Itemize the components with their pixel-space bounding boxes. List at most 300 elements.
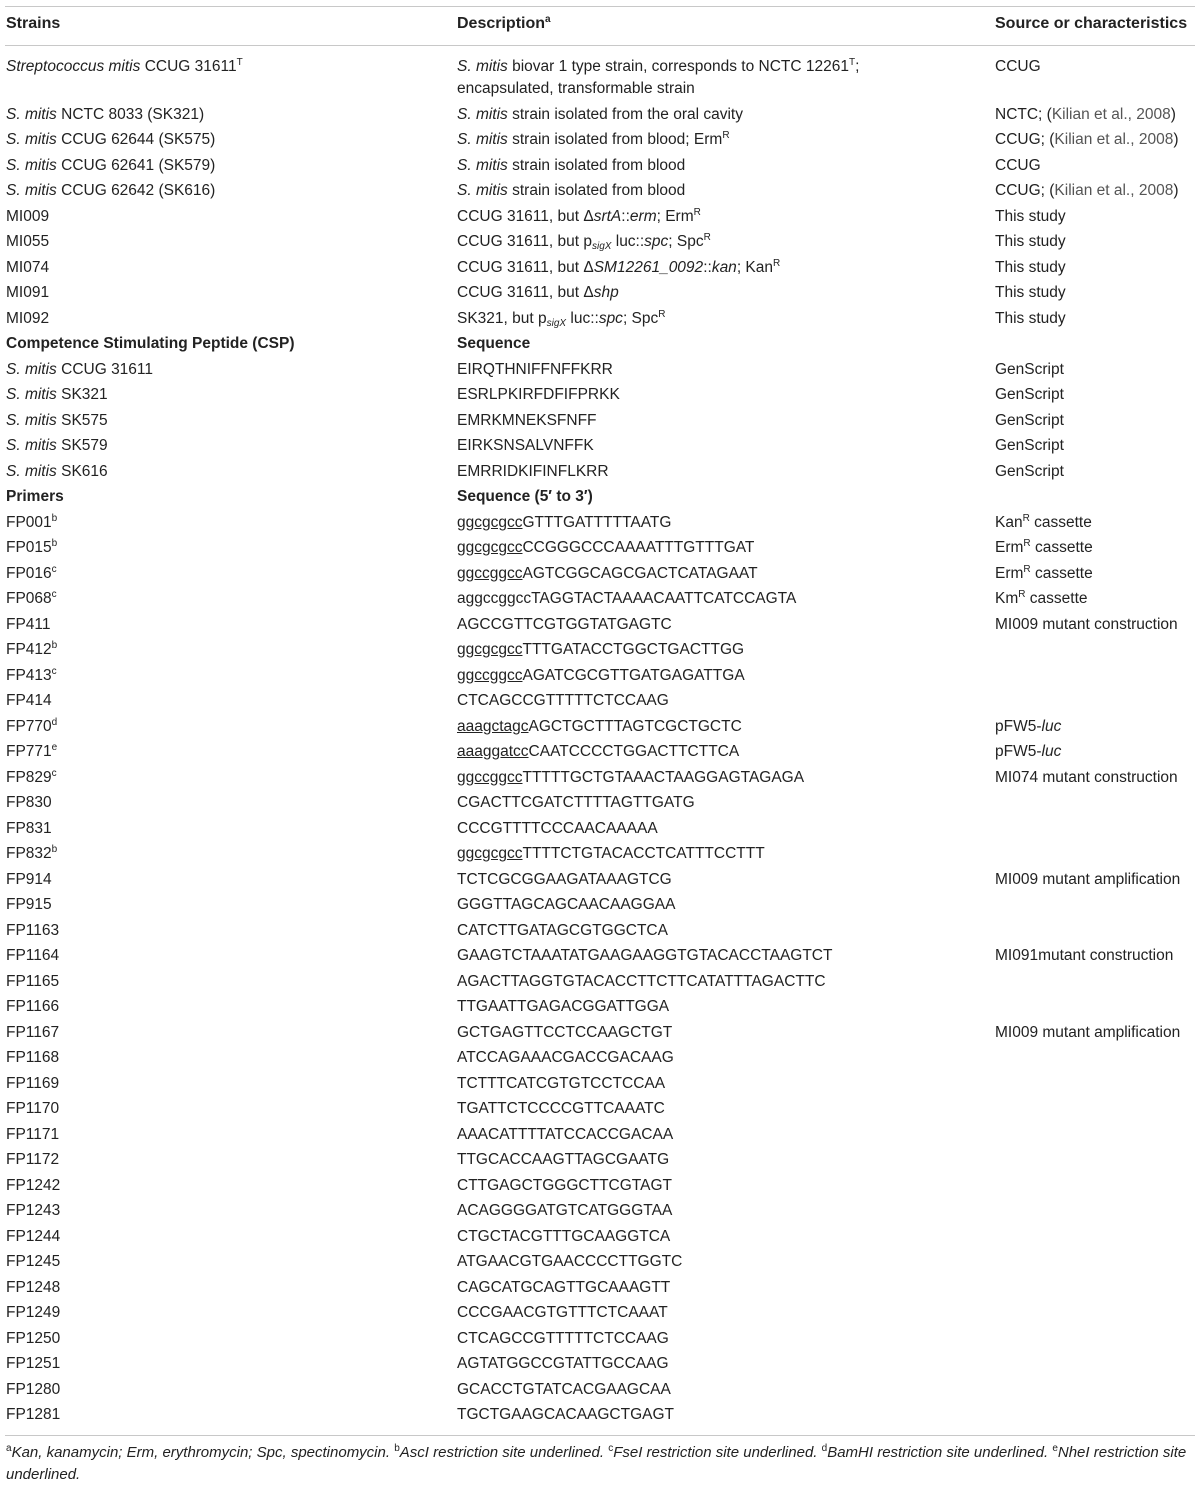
cell-description bbox=[457, 971, 826, 993]
cell-text-segment: Primers bbox=[6, 488, 64, 505]
citation-link[interactable]: Kilian et al., 2008 bbox=[1051, 105, 1171, 123]
cell-name bbox=[6, 869, 52, 891]
cell-text-segment: e bbox=[51, 742, 58, 753]
cell-source bbox=[995, 104, 1176, 126]
cell-text-segment: Erm bbox=[995, 564, 1024, 582]
cell-text-segment: FP016 bbox=[6, 564, 52, 582]
cell-name bbox=[6, 512, 57, 534]
cell-text-segment: FP1168 bbox=[6, 1049, 60, 1066]
cell-text-segment: MI009 bbox=[6, 207, 50, 225]
cell-text-segment: TGCTGAAGCACAAGCTGAGT bbox=[457, 1406, 675, 1423]
cell-text-segment: FP068 bbox=[6, 590, 52, 607]
cell-text-segment: CCUG; ( bbox=[995, 131, 1055, 148]
cell-text-segment: AGATCGCGTTGATGAGATTGA bbox=[522, 666, 745, 684]
cell-text-segment: TTTTTGCTGTAAACTAAGGAGTAGAGA bbox=[522, 768, 805, 786]
cell-text-segment: FP411 bbox=[6, 615, 51, 633]
cell-text-segment: SK575 bbox=[56, 411, 108, 429]
cell-text-segment: FP1163 bbox=[6, 921, 60, 939]
cell-text-segment: FP832 bbox=[6, 845, 52, 862]
cell-text-segment: Sequence bbox=[457, 335, 531, 352]
cell-text-segment: ATGAACGTGAACCCCTTGGTC bbox=[457, 1253, 683, 1270]
cell-description bbox=[457, 1200, 672, 1222]
cell-text-segment: FP1169 bbox=[6, 1074, 60, 1092]
cell-source bbox=[995, 435, 1064, 457]
cell-text-segment: c bbox=[51, 589, 57, 600]
citation-link[interactable]: Kilian et al., 2008 bbox=[1054, 182, 1174, 199]
cell-description bbox=[457, 257, 780, 279]
cell-text-segment: SM12261_0092 bbox=[593, 258, 704, 276]
cell-text-segment: CAGCATGCAGTTGCAAAGTT bbox=[457, 1278, 671, 1296]
cell-text-segment: S. mitis bbox=[6, 360, 57, 378]
cell-description bbox=[457, 231, 711, 253]
cell-text-segment: FP413 bbox=[6, 666, 52, 684]
cell-text-segment: CCUG 31611, but Δ bbox=[457, 258, 594, 276]
cell-text-segment: TTTGATACCTGGCTGACTTGG bbox=[522, 641, 745, 658]
cell-name bbox=[6, 410, 108, 432]
cell-text-segment: aaagctagc bbox=[457, 717, 529, 735]
cell-text-segment: FP1165 bbox=[6, 972, 60, 990]
cell-text-segment: S. mitis bbox=[457, 58, 508, 75]
cell-text-segment: ggcgcgcc bbox=[457, 539, 523, 556]
cell-description bbox=[457, 690, 669, 712]
cell-text-segment: aggccggcc bbox=[457, 590, 532, 607]
cell-text-segment: ATCCAGAAACGACCGACAAG bbox=[457, 1049, 674, 1066]
cell-text-segment: kan bbox=[711, 258, 737, 276]
cell-text-segment: EIRQTHNIFFNFFKRR bbox=[457, 360, 613, 378]
cell-text-segment: MI091mutant construction bbox=[995, 947, 1174, 964]
cell-text-segment: R bbox=[1023, 538, 1031, 549]
cell-description bbox=[457, 818, 658, 840]
cell-text-segment: FP831 bbox=[6, 819, 52, 837]
cell-text-segment: T bbox=[848, 57, 856, 68]
cell-text-segment: EIRKSNSALVNFFK bbox=[457, 437, 594, 454]
cell-text-segment: GenScript bbox=[995, 462, 1064, 480]
cell-name bbox=[6, 792, 52, 814]
cell-name bbox=[6, 384, 108, 406]
cell-text-segment: FP1242 bbox=[6, 1176, 61, 1194]
cell-text-segment: MI009 mutant amplification bbox=[995, 1023, 1181, 1041]
cell-text-segment: ) bbox=[1170, 105, 1176, 123]
cell-source bbox=[995, 359, 1064, 381]
cell-source bbox=[995, 206, 1066, 228]
cell-source bbox=[995, 231, 1066, 253]
cell-name bbox=[6, 56, 243, 78]
footnote-marker: a bbox=[6, 1443, 12, 1454]
cell-text-segment: CTGCTACGTTTGCAAGGTCA bbox=[457, 1227, 671, 1245]
cell-text-segment: CAATCCCCTGGACTTCTTCA bbox=[528, 743, 740, 760]
cell-text-segment: FP015 bbox=[6, 539, 52, 556]
cell-text-segment: FP414 bbox=[6, 692, 52, 709]
cell-text-segment: This study bbox=[995, 233, 1066, 250]
cell-text-segment: strain isolated from blood bbox=[507, 156, 686, 174]
cell-text-segment: MI091 bbox=[6, 284, 50, 301]
cell-text-segment: AAACATTTTATCCACCGACAA bbox=[457, 1125, 674, 1143]
cell-text-segment: R bbox=[722, 130, 730, 141]
cell-description bbox=[457, 461, 609, 483]
cell-source bbox=[995, 945, 1173, 967]
cell-description bbox=[457, 537, 754, 559]
header-description bbox=[457, 15, 551, 33]
cell-text-segment: MI009 mutant construction bbox=[995, 615, 1178, 633]
cell-description bbox=[457, 486, 593, 508]
cell-name bbox=[6, 1404, 60, 1426]
cell-name bbox=[6, 1251, 60, 1273]
cell-text-segment: CCCGTTTTCCCAACAAAAA bbox=[457, 819, 658, 837]
cell-text-segment: Erm bbox=[995, 539, 1024, 556]
cell-name bbox=[6, 1022, 59, 1044]
cell-description bbox=[457, 1098, 665, 1120]
cell-name bbox=[6, 282, 49, 304]
cell-text-segment: :: bbox=[703, 258, 712, 276]
cell-text-segment: b bbox=[51, 640, 58, 651]
cell-name bbox=[6, 588, 57, 610]
cell-name bbox=[6, 1226, 60, 1248]
cell-text-segment: spc bbox=[644, 233, 669, 250]
cell-text-segment: GGGTTAGCAGCAACAAGGAA bbox=[457, 896, 676, 913]
cell-text-segment: TGATTCTCCCCGTTCAAATC bbox=[457, 1100, 665, 1117]
header-source: Source or characteristics bbox=[995, 15, 1188, 32]
cell-text-segment: pFW5- bbox=[995, 717, 1042, 735]
cell-text-segment: ) bbox=[1173, 131, 1179, 148]
cell-text-segment: CCUG bbox=[995, 156, 1041, 174]
cell-source bbox=[995, 1022, 1180, 1044]
cell-name bbox=[6, 639, 57, 661]
cell-text-segment: cassette bbox=[1025, 590, 1088, 607]
cell-text-segment: FP1172 bbox=[6, 1151, 60, 1168]
cell-text-segment: Competence Stimulating Peptide (CSP) bbox=[6, 335, 295, 352]
cell-text-segment: R bbox=[1022, 512, 1030, 524]
cell-text-segment: ACAGGGGATGTCATGGGTAA bbox=[457, 1202, 673, 1219]
cell-name bbox=[6, 716, 57, 738]
cell-text-segment: aaaggatcc bbox=[457, 743, 529, 760]
cell-description bbox=[457, 359, 613, 381]
cell-description bbox=[457, 1328, 669, 1350]
cell-text-segment: Km bbox=[995, 590, 1019, 607]
footnote bbox=[394, 1444, 604, 1461]
cell-text-segment: GenScript bbox=[995, 411, 1064, 429]
cell-text-segment: CTCAGCCGTTTTTCTCCAAG bbox=[457, 1329, 669, 1347]
cell-name bbox=[6, 1124, 59, 1146]
cell-text-segment: CCGGGCCCAAAATTTGTTTGAT bbox=[522, 539, 755, 556]
cell-text-segment: EMRRIDKIFINFLKRR bbox=[457, 462, 609, 480]
cell-text-segment: sigX bbox=[546, 317, 567, 329]
footnote-marker: e bbox=[1052, 1443, 1058, 1454]
footnote-text: FseI restriction site underlined. bbox=[613, 1444, 818, 1461]
cell-description bbox=[457, 716, 742, 738]
cell-description bbox=[457, 410, 597, 432]
cell-name bbox=[6, 996, 59, 1018]
cell-text-segment: TCTTTCATCGTGTCCTCCAA bbox=[457, 1074, 666, 1092]
cell-name bbox=[6, 308, 49, 330]
cell-text-segment: FP914 bbox=[6, 870, 52, 888]
cell-description bbox=[457, 1124, 673, 1146]
cell-name bbox=[6, 1328, 60, 1350]
cell-text-segment: S. mitis bbox=[6, 411, 57, 429]
cell-text-segment: This study bbox=[995, 258, 1066, 276]
cell-text-segment: cassette bbox=[1030, 539, 1093, 556]
cell-source bbox=[995, 563, 1093, 585]
cell-name bbox=[6, 894, 52, 916]
cell-text-segment: MI074 bbox=[6, 258, 50, 276]
cell-source bbox=[995, 537, 1093, 559]
cell-text-segment: ; Spc bbox=[622, 309, 659, 327]
cell-text-segment: sigX bbox=[591, 241, 612, 252]
cell-text-segment: c bbox=[51, 767, 57, 779]
cell-text-segment: TCTCGCGGAAGATAAAGTCG bbox=[457, 870, 672, 888]
cell-name bbox=[6, 435, 108, 457]
cell-text-segment: erm bbox=[629, 207, 657, 225]
cell-text-segment: ; Spc bbox=[668, 233, 704, 250]
cell-text-segment: FP1170 bbox=[6, 1100, 60, 1117]
footnote bbox=[608, 1444, 817, 1461]
cell-description bbox=[457, 308, 666, 330]
cell-text-segment: S. mitis bbox=[6, 182, 57, 199]
cell-text-segment: FP1281 bbox=[6, 1406, 61, 1423]
cell-text-segment: CATCTTGATAGCGTGGCTCA bbox=[457, 921, 668, 939]
cell-source bbox=[995, 384, 1064, 406]
cell-description bbox=[457, 206, 701, 228]
cell-description bbox=[457, 512, 671, 534]
cell-text-segment: FP915 bbox=[6, 896, 52, 913]
cell-text-segment: S. mitis bbox=[457, 105, 508, 123]
cell-source bbox=[995, 155, 1041, 177]
cell-name bbox=[6, 818, 52, 840]
cell-text-segment: FP1171 bbox=[6, 1125, 60, 1143]
cell-text-segment: R bbox=[773, 257, 781, 269]
cell-description bbox=[457, 1404, 674, 1426]
cell-description bbox=[457, 792, 695, 814]
cell-text-segment: S. mitis bbox=[6, 386, 57, 403]
cell-text-segment: S. mitis bbox=[6, 462, 57, 480]
cell-source bbox=[995, 180, 1179, 202]
cell-name bbox=[6, 563, 57, 585]
cell-text-segment: CTCAGCCGTTTTTCTCCAAG bbox=[457, 692, 669, 709]
cell-description bbox=[457, 665, 745, 687]
cell-text-segment: Streptococcus mitis bbox=[6, 58, 141, 75]
cell-text-segment: GAAGTCTAAATATGAAGAAGGTGTACACCTAAGTCT bbox=[457, 947, 833, 964]
cell-text-segment: ggcgcgcc bbox=[457, 513, 523, 531]
cell-text-segment: GCTGAGTTCCTCCAAGCTGT bbox=[457, 1023, 673, 1041]
cell-description bbox=[457, 869, 672, 891]
cell-text-segment: FP1244 bbox=[6, 1227, 61, 1245]
cell-description bbox=[457, 614, 672, 636]
cell-text-segment: CCUG 31611, but p bbox=[457, 233, 592, 250]
cell-text-segment: d bbox=[51, 716, 58, 728]
cell-text-segment: GenScript bbox=[995, 360, 1064, 378]
cell-name bbox=[6, 945, 59, 967]
cell-text-segment: R bbox=[703, 232, 711, 243]
cell-text-segment: cassette bbox=[1030, 564, 1093, 582]
cell-text-segment: Kan bbox=[995, 513, 1023, 531]
cell-name bbox=[6, 741, 57, 763]
footnote-text: NheI restriction site underlined. bbox=[6, 1444, 1187, 1483]
cell-description bbox=[457, 1226, 670, 1248]
citation-link[interactable]: Kilian et al., 2008 bbox=[1054, 131, 1174, 148]
cell-text-segment: c bbox=[51, 563, 57, 575]
cell-text-segment: AGCTGCTTTAGTCGCTGCTC bbox=[528, 717, 742, 735]
cell-text-segment: FP1248 bbox=[6, 1278, 61, 1296]
cell-text-segment: SK616 bbox=[56, 462, 108, 480]
cell-name bbox=[6, 1098, 59, 1120]
cell-text-segment: ; Kan bbox=[736, 258, 774, 276]
cell-text-segment: ggcgcgcc bbox=[457, 641, 523, 658]
cell-name bbox=[6, 1047, 59, 1069]
cell-name bbox=[6, 461, 108, 483]
cell-text-segment: CCUG 31611, but Δ bbox=[457, 284, 594, 301]
cell-name bbox=[6, 206, 49, 228]
cell-name bbox=[6, 1277, 60, 1299]
cell-name bbox=[6, 537, 57, 559]
cell-name bbox=[6, 843, 57, 865]
cell-text-segment: b bbox=[51, 538, 58, 549]
cell-text-segment: S. mitis bbox=[457, 156, 508, 174]
cell-text-segment: AGTCGGCAGCGACTCATAGAAT bbox=[522, 564, 758, 582]
footnote-marker: b bbox=[394, 1443, 400, 1454]
cell-source bbox=[995, 257, 1066, 279]
cell-text-segment: AGACTTAGGTGTACACCTTCTTCATATTTAGACTTC bbox=[457, 972, 826, 990]
cell-name bbox=[6, 665, 57, 687]
cell-text-segment: TAGGTACTAAAACAATTCATCCAGTA bbox=[531, 590, 797, 607]
cell-description bbox=[457, 1047, 674, 1069]
cell-description bbox=[457, 333, 530, 355]
cell-text-segment: FP829 bbox=[6, 768, 52, 786]
cell-text-segment: spc bbox=[598, 309, 623, 327]
cell-description bbox=[457, 104, 743, 126]
cell-text-segment: Sequence (5′ to 3′) bbox=[457, 488, 593, 505]
cell-text-segment: MI092 bbox=[6, 309, 50, 327]
cell-description bbox=[457, 639, 744, 661]
footnote-text: BamHI restriction site underlined. bbox=[827, 1444, 1049, 1461]
header-rule bbox=[5, 45, 1195, 46]
cell-text-segment: R bbox=[658, 308, 666, 320]
cell-name bbox=[6, 1302, 60, 1324]
cell-text-segment: GenScript bbox=[995, 437, 1064, 454]
cell-text-segment: FP771 bbox=[6, 743, 52, 760]
footnote-marker: d bbox=[821, 1443, 828, 1454]
cell-text-segment: S. mitis bbox=[6, 156, 57, 174]
cell-text-segment: MI055 bbox=[6, 233, 50, 250]
cell-description bbox=[457, 384, 620, 406]
cell-text-segment: S. mitis bbox=[6, 131, 57, 148]
cell-text-segment: S. mitis bbox=[457, 131, 508, 148]
cell-text-segment: FP1250 bbox=[6, 1329, 61, 1347]
table-header bbox=[0, 6, 1200, 45]
cell-text-segment: ggccggcc bbox=[457, 564, 523, 582]
cell-text-segment: CCUG 62644 (SK575) bbox=[56, 131, 216, 148]
cell-text-segment: FP1243 bbox=[6, 1202, 61, 1219]
cell-text-segment: T bbox=[236, 57, 243, 68]
cell-name bbox=[6, 767, 57, 789]
cell-text-segment: ggcgcgcc bbox=[457, 845, 523, 862]
cell-text-segment: ; encapsulated, transformable strain bbox=[457, 58, 860, 97]
cell-description bbox=[457, 1073, 665, 1095]
footnote bbox=[822, 1444, 1049, 1461]
cell-description bbox=[457, 741, 739, 763]
cell-description bbox=[457, 155, 685, 177]
cell-text-segment: cassette bbox=[1029, 513, 1092, 531]
cell-name bbox=[6, 486, 64, 508]
cell-text-segment: luc bbox=[1041, 717, 1062, 735]
cell-description bbox=[457, 1251, 682, 1273]
cell-text-segment: strain isolated from blood bbox=[507, 182, 686, 199]
cell-text-segment: b bbox=[51, 512, 58, 524]
cell-name bbox=[6, 971, 59, 993]
cell-text-segment: TTGCACCAAGTTAGCGAATG bbox=[457, 1151, 670, 1168]
cell-text-segment: ESRLPKIRFDFIFPRKK bbox=[457, 386, 620, 403]
cell-text-segment: TTGAATTGAGACGGATTGGA bbox=[457, 998, 670, 1015]
cell-name bbox=[6, 359, 153, 381]
cell-text-segment: CCUG 31611 bbox=[140, 58, 237, 75]
footnote-text: Kan, kanamycin; Erm, erythromycin; Spc, spectinomycin. bbox=[11, 1444, 391, 1461]
cell-description bbox=[457, 894, 675, 916]
cell-text-segment: GTTTGATTTTTAATG bbox=[522, 513, 672, 531]
cell-name bbox=[6, 1149, 59, 1171]
cell-source bbox=[995, 461, 1064, 483]
footnote bbox=[6, 1444, 390, 1461]
cell-text-segment: NCTC 8033 (SK321) bbox=[56, 105, 205, 123]
cell-text-segment: S. mitis bbox=[6, 437, 57, 454]
cell-description bbox=[457, 129, 730, 151]
cell-name bbox=[6, 129, 215, 151]
cell-text-segment: SK321 bbox=[56, 386, 108, 403]
cell-description bbox=[457, 588, 796, 610]
cell-text-segment: srtA bbox=[593, 207, 622, 225]
cell-text-segment: GCACCTGTATCACGAAGCAA bbox=[457, 1380, 671, 1398]
cell-text-segment: SK321, but p bbox=[457, 309, 547, 327]
cell-text-segment: strain isolated from the oral cavity bbox=[507, 105, 743, 123]
cell-description bbox=[457, 1277, 670, 1299]
cell-description bbox=[457, 563, 758, 585]
cell-description bbox=[457, 1149, 669, 1171]
cell-text-segment: This study bbox=[995, 207, 1066, 225]
cell-text-segment: FP001 bbox=[6, 513, 52, 531]
cell-name bbox=[6, 155, 215, 177]
cell-text-segment: ggccggcc bbox=[457, 666, 523, 684]
cell-name bbox=[6, 1175, 60, 1197]
cell-text-segment: S. mitis bbox=[6, 105, 57, 123]
cell-text-segment: ; Erm bbox=[656, 207, 694, 225]
cell-text-segment: FP1164 bbox=[6, 947, 60, 964]
cell-name bbox=[6, 1200, 60, 1222]
cell-description bbox=[457, 1379, 671, 1401]
cell-source bbox=[995, 767, 1178, 789]
cell-name bbox=[6, 104, 204, 126]
cell-text-segment: FP1166 bbox=[6, 998, 60, 1015]
cell-text-segment: CGACTTCGATCTTTTAGTTGATG bbox=[457, 794, 695, 811]
cell-text-segment: CTTGAGCTGGGCTTCGTAGT bbox=[457, 1176, 672, 1194]
cell-text-segment: FP412 bbox=[6, 641, 52, 658]
cell-description bbox=[457, 1302, 668, 1324]
cell-text-segment: FP830 bbox=[6, 794, 52, 811]
cell-text-segment: CCUG 31611, but Δ bbox=[457, 207, 594, 225]
cell-text-segment: b bbox=[51, 844, 58, 855]
cell-text-segment: ) bbox=[1173, 182, 1179, 199]
cell-text-segment: shp bbox=[593, 284, 619, 301]
cell-source bbox=[995, 869, 1180, 891]
cell-source bbox=[995, 614, 1178, 636]
cell-text-segment: EMRKMNEKSFNFF bbox=[457, 411, 597, 429]
cell-text-segment: c bbox=[51, 665, 57, 677]
cell-text-segment: FP1251 bbox=[6, 1355, 61, 1372]
cell-text-segment: CCUG; ( bbox=[995, 182, 1055, 199]
cell-text-segment: :: bbox=[621, 207, 630, 225]
cell-text-segment: AGTATGGCCGTATTGCCAAG bbox=[457, 1355, 669, 1372]
cell-text-segment: strain isolated from blood; Erm bbox=[507, 131, 723, 148]
cell-source bbox=[995, 282, 1066, 304]
cell-name bbox=[6, 1379, 60, 1401]
cell-text-segment: TTTTCTGTACACCTCATTTCCTTT bbox=[522, 845, 765, 862]
cell-name bbox=[6, 231, 49, 253]
